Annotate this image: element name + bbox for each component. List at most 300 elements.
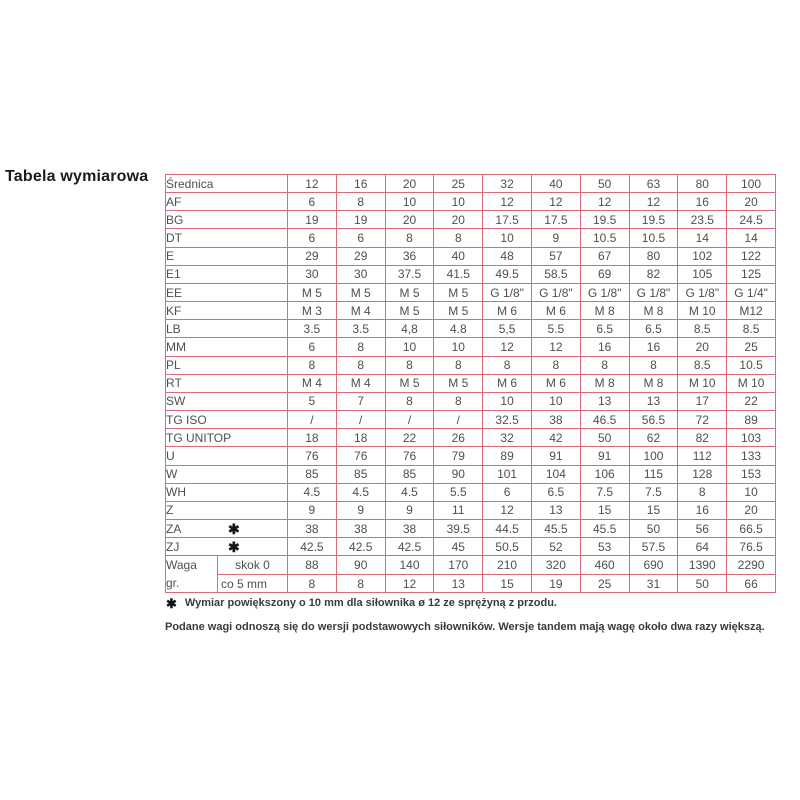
value-cell: 91 xyxy=(580,447,629,465)
value-cell: 17.5 xyxy=(483,211,532,229)
value-cell: 104 xyxy=(531,465,580,483)
row-label-cell xyxy=(166,447,288,465)
table-row xyxy=(166,193,776,211)
value-cell: 16 xyxy=(678,501,727,519)
value-cell: 13 xyxy=(580,392,629,410)
value-cell: 8.5 xyxy=(678,356,727,374)
value-cell: 16 xyxy=(629,338,678,356)
value-cell: 6.5 xyxy=(580,320,629,338)
value-cell: 12 xyxy=(483,501,532,519)
value-cell: 9 xyxy=(336,501,385,519)
value-cell: M 10 xyxy=(678,374,727,392)
row-label: ZJ xyxy=(166,539,180,554)
value-cell: 8 xyxy=(336,574,385,593)
value-cell: 50 xyxy=(580,429,629,447)
row-label-cell xyxy=(166,411,288,429)
row-label-cell xyxy=(166,283,288,301)
value-cell: 56 xyxy=(678,519,727,537)
value-cell: 39.5 xyxy=(434,519,483,537)
value-cell: M 5 xyxy=(385,302,434,320)
value-cell: 20 xyxy=(434,211,483,229)
row-label-cell xyxy=(166,392,288,410)
value-cell: 8 xyxy=(288,574,337,593)
value-cell: 112 xyxy=(678,447,727,465)
value-cell: / xyxy=(288,411,337,429)
value-cell: 15 xyxy=(629,501,678,519)
value-cell: M 4 xyxy=(336,302,385,320)
value-cell: 140 xyxy=(385,556,434,575)
value-cell: 91 xyxy=(531,447,580,465)
value-cell: 10 xyxy=(385,193,434,211)
row-label-cell xyxy=(166,302,288,320)
value-cell: M 5 xyxy=(434,374,483,392)
value-cell: 14 xyxy=(678,229,727,247)
value-cell: 19 xyxy=(531,574,580,593)
value-cell: 20 xyxy=(727,501,776,519)
header-diameter-cell: 80 xyxy=(678,175,727,193)
value-cell: 8.5 xyxy=(727,320,776,338)
value-cell: 90 xyxy=(434,465,483,483)
table-row xyxy=(166,447,776,465)
value-cell: 25 xyxy=(727,338,776,356)
stroke-label-cell: skok 0 xyxy=(218,556,288,575)
value-cell: M 10 xyxy=(727,374,776,392)
value-cell: M 3 xyxy=(288,302,337,320)
value-cell: 56.5 xyxy=(629,411,678,429)
table-row xyxy=(166,429,776,447)
value-cell: 8.5 xyxy=(678,320,727,338)
value-cell: 85 xyxy=(385,465,434,483)
table-row xyxy=(166,211,776,229)
table-row xyxy=(166,374,776,392)
value-cell: G 1/8" xyxy=(531,283,580,301)
value-cell: M 6 xyxy=(531,374,580,392)
value-cell: 4,8 xyxy=(385,320,434,338)
header-diameter-cell: 100 xyxy=(727,175,776,193)
value-cell: 15 xyxy=(483,574,532,593)
value-cell: 67 xyxy=(580,247,629,265)
value-cell: 3.5 xyxy=(288,320,337,338)
table-row xyxy=(166,501,776,519)
stroke-label-cell: co 5 mm xyxy=(218,574,288,593)
value-cell: 29 xyxy=(336,247,385,265)
value-cell: M 5 xyxy=(434,302,483,320)
value-cell: 20 xyxy=(385,211,434,229)
value-cell: M 6 xyxy=(483,302,532,320)
row-label: RT xyxy=(166,376,182,391)
weight-row xyxy=(166,556,776,575)
row-label: TG ISO xyxy=(166,412,207,427)
value-cell: 210 xyxy=(483,556,532,575)
value-cell: M 10 xyxy=(678,302,727,320)
value-cell: 76 xyxy=(385,447,434,465)
value-cell: 10.5 xyxy=(580,229,629,247)
value-cell: 36 xyxy=(385,247,434,265)
value-cell: 102 xyxy=(678,247,727,265)
value-cell: 8 xyxy=(336,356,385,374)
weight-group-cell xyxy=(166,556,218,593)
value-cell: 16 xyxy=(580,338,629,356)
value-cell: 125 xyxy=(727,265,776,283)
value-cell: 12 xyxy=(483,193,532,211)
value-cell: 8 xyxy=(483,356,532,374)
value-cell: 8 xyxy=(629,356,678,374)
value-cell: 89 xyxy=(727,411,776,429)
value-cell: 12 xyxy=(385,574,434,593)
value-cell: M 8 xyxy=(580,302,629,320)
value-cell: 10 xyxy=(434,193,483,211)
value-cell: 6.5 xyxy=(531,483,580,501)
header-diameter-cell: 32 xyxy=(483,175,532,193)
value-cell: 6 xyxy=(483,483,532,501)
row-label: Z xyxy=(166,503,174,518)
value-cell: 153 xyxy=(727,465,776,483)
table-header-row xyxy=(166,175,776,193)
row-label-cell xyxy=(166,247,288,265)
value-cell: 20 xyxy=(678,338,727,356)
value-cell: 13 xyxy=(531,501,580,519)
value-cell: 6 xyxy=(288,193,337,211)
table-row xyxy=(166,392,776,410)
value-cell: 53 xyxy=(580,538,629,556)
value-cell: 7.5 xyxy=(629,483,678,501)
value-cell: 17 xyxy=(678,392,727,410)
star-icon: ✱ xyxy=(228,538,240,555)
value-cell: 30 xyxy=(288,265,337,283)
value-cell: 4.5 xyxy=(385,483,434,501)
row-label: E1 xyxy=(166,267,181,282)
value-cell: 8 xyxy=(531,356,580,374)
value-cell: 19.5 xyxy=(629,211,678,229)
value-cell: 38 xyxy=(531,411,580,429)
value-cell: 49.5 xyxy=(483,265,532,283)
value-cell: 48 xyxy=(483,247,532,265)
row-label-cell xyxy=(166,211,288,229)
value-cell: 8 xyxy=(385,229,434,247)
value-cell: 7.5 xyxy=(580,483,629,501)
value-cell: 8 xyxy=(336,338,385,356)
value-cell: 8 xyxy=(288,356,337,374)
value-cell: 9 xyxy=(531,229,580,247)
value-cell: 19 xyxy=(336,211,385,229)
header-diameter-cell: 12 xyxy=(288,175,337,193)
value-cell: 42.5 xyxy=(385,538,434,556)
header-diameter-cell: 50 xyxy=(580,175,629,193)
row-label: LB xyxy=(166,321,181,336)
row-label: WH xyxy=(166,485,186,500)
row-label-cell xyxy=(166,483,288,501)
row-label: PL xyxy=(166,358,181,373)
value-cell: 6 xyxy=(288,338,337,356)
value-cell: 4.5 xyxy=(288,483,337,501)
value-cell: 37.5 xyxy=(385,265,434,283)
value-cell: M 4 xyxy=(336,374,385,392)
value-cell: 66 xyxy=(727,574,776,593)
value-cell: 44.5 xyxy=(483,519,532,537)
value-cell: G 1/8" xyxy=(678,283,727,301)
value-cell: M 5 xyxy=(434,283,483,301)
row-label: TG UNITOP xyxy=(166,430,232,445)
value-cell: M 5 xyxy=(385,374,434,392)
table-row xyxy=(166,483,776,501)
row-label: DT xyxy=(166,231,182,246)
value-cell: 32.5 xyxy=(483,411,532,429)
value-cell: 3.5 xyxy=(336,320,385,338)
value-cell: 122 xyxy=(727,247,776,265)
table-row xyxy=(166,338,776,356)
footnote-star-text: Wymiar powiększony o 10 mm dla siłownika ø 12 ze sprężyną z przodu. xyxy=(184,597,557,609)
value-cell: M 6 xyxy=(531,302,580,320)
row-label: KF xyxy=(166,303,182,318)
value-cell: 26 xyxy=(434,429,483,447)
value-cell: M 6 xyxy=(483,374,532,392)
weight-group-line1: Waga xyxy=(166,558,197,573)
value-cell: 10 xyxy=(483,229,532,247)
value-cell: 17.5 xyxy=(531,211,580,229)
value-cell: 40 xyxy=(434,247,483,265)
value-cell: 46.5 xyxy=(580,411,629,429)
value-cell: M 5 xyxy=(336,283,385,301)
value-cell: 76.5 xyxy=(727,538,776,556)
value-cell: 13 xyxy=(434,574,483,593)
value-cell: 5.5 xyxy=(531,320,580,338)
value-cell: 10 xyxy=(531,392,580,410)
value-cell: 8 xyxy=(434,356,483,374)
value-cell: 101 xyxy=(483,465,532,483)
value-cell: 19 xyxy=(288,211,337,229)
value-cell: 12 xyxy=(580,193,629,211)
value-cell: 8 xyxy=(434,229,483,247)
value-cell: 12 xyxy=(531,193,580,211)
value-cell: 8 xyxy=(336,193,385,211)
table-row xyxy=(166,465,776,483)
value-cell: 5 xyxy=(288,392,337,410)
value-cell: 8 xyxy=(385,356,434,374)
value-cell: 32 xyxy=(483,429,532,447)
value-cell: 42.5 xyxy=(336,538,385,556)
table-row xyxy=(166,320,776,338)
table-row xyxy=(166,247,776,265)
value-cell: 6 xyxy=(288,229,337,247)
value-cell: 52 xyxy=(531,538,580,556)
header-diameter-cell: 25 xyxy=(434,175,483,193)
value-cell: 18 xyxy=(336,429,385,447)
value-cell: 8 xyxy=(580,356,629,374)
value-cell: 4.8 xyxy=(434,320,483,338)
value-cell: 16 xyxy=(678,193,727,211)
value-cell: 18 xyxy=(288,429,337,447)
value-cell: 4.5 xyxy=(336,483,385,501)
footnote-weight-note: Podane wagi odnoszą się do wersji podstawowych siłowników. Wersje tandem mają wagę około dwa razy większą. xyxy=(165,621,765,633)
value-cell: G 1/8" xyxy=(483,283,532,301)
value-cell: 45 xyxy=(434,538,483,556)
value-cell: / xyxy=(434,411,483,429)
value-cell: 10.5 xyxy=(727,356,776,374)
table-row xyxy=(166,265,776,283)
value-cell: 58.5 xyxy=(531,265,580,283)
value-cell: 9 xyxy=(385,501,434,519)
value-cell: 19.5 xyxy=(580,211,629,229)
value-cell: 57 xyxy=(531,247,580,265)
value-cell: M 8 xyxy=(580,374,629,392)
value-cell: 82 xyxy=(678,429,727,447)
value-cell: 76 xyxy=(288,447,337,465)
value-cell: 64 xyxy=(678,538,727,556)
value-cell: G 1/8" xyxy=(629,283,678,301)
row-label-cell xyxy=(166,374,288,392)
value-cell: M 8 xyxy=(629,302,678,320)
row-label: EE xyxy=(166,285,183,300)
value-cell: 10 xyxy=(385,338,434,356)
header-diameter-cell: 20 xyxy=(385,175,434,193)
value-cell: 20 xyxy=(727,193,776,211)
row-label-cell xyxy=(166,501,288,519)
row-label-cell xyxy=(166,338,288,356)
value-cell: 6.5 xyxy=(629,320,678,338)
value-cell: G 1/8" xyxy=(580,283,629,301)
value-cell: 14 xyxy=(727,229,776,247)
row-label: BG xyxy=(166,212,184,227)
star-icon: ✱ xyxy=(166,596,177,611)
value-cell: 460 xyxy=(580,556,629,575)
value-cell: 66.5 xyxy=(727,519,776,537)
table-row xyxy=(166,538,776,556)
row-label-cell xyxy=(166,229,288,247)
table-row xyxy=(166,519,776,537)
value-cell: 10 xyxy=(434,338,483,356)
value-cell: 80 xyxy=(629,247,678,265)
row-label: MM xyxy=(166,339,186,354)
row-label: W xyxy=(166,467,178,482)
value-cell: 29 xyxy=(288,247,337,265)
row-label: U xyxy=(166,448,175,463)
header-label-cell: Średnica xyxy=(166,175,288,193)
value-cell: 22 xyxy=(385,429,434,447)
header-diameter-cell: 16 xyxy=(336,175,385,193)
table-row xyxy=(166,411,776,429)
value-cell: 72 xyxy=(678,411,727,429)
value-cell: / xyxy=(385,411,434,429)
value-cell: 76 xyxy=(336,447,385,465)
value-cell: 79 xyxy=(434,447,483,465)
value-cell: 105 xyxy=(678,265,727,283)
value-cell: 8 xyxy=(434,392,483,410)
value-cell: 106 xyxy=(580,465,629,483)
value-cell: 25 xyxy=(580,574,629,593)
value-cell: 42.5 xyxy=(288,538,337,556)
value-cell: 6 xyxy=(336,229,385,247)
value-cell: M 5 xyxy=(288,283,337,301)
value-cell: 85 xyxy=(336,465,385,483)
row-label-cell xyxy=(166,356,288,374)
value-cell: 8 xyxy=(385,392,434,410)
row-label: AF xyxy=(166,194,182,209)
row-label-cell xyxy=(166,193,288,211)
value-cell: 1390 xyxy=(678,556,727,575)
value-cell: 24.5 xyxy=(727,211,776,229)
table-row xyxy=(166,356,776,374)
row-label-cell xyxy=(166,320,288,338)
value-cell: 23.5 xyxy=(678,211,727,229)
value-cell: G 1/4" xyxy=(727,283,776,301)
value-cell: 45.5 xyxy=(580,519,629,537)
value-cell: 7 xyxy=(336,392,385,410)
value-cell: 50.5 xyxy=(483,538,532,556)
value-cell: 38 xyxy=(336,519,385,537)
value-cell: 89 xyxy=(483,447,532,465)
value-cell: 12 xyxy=(531,338,580,356)
row-label-cell xyxy=(166,265,288,283)
value-cell: / xyxy=(336,411,385,429)
value-cell: 15 xyxy=(580,501,629,519)
value-cell: 41.5 xyxy=(434,265,483,283)
value-cell: 11 xyxy=(434,501,483,519)
value-cell: 8 xyxy=(678,483,727,501)
value-cell: 69 xyxy=(580,265,629,283)
value-cell: 85 xyxy=(288,465,337,483)
value-cell: 30 xyxy=(336,265,385,283)
footnote-star-note xyxy=(166,597,557,610)
value-cell: M12 xyxy=(727,302,776,320)
row-label-cell xyxy=(166,538,288,556)
value-cell: 62 xyxy=(629,429,678,447)
value-cell: 5,5 xyxy=(483,320,532,338)
value-cell: 10 xyxy=(727,483,776,501)
value-cell: 10.5 xyxy=(629,229,678,247)
value-cell: M 4 xyxy=(288,374,337,392)
row-label: E xyxy=(166,249,175,264)
value-cell: 12 xyxy=(483,338,532,356)
value-cell: 13 xyxy=(629,392,678,410)
value-cell: 10 xyxy=(483,392,532,410)
value-cell: 115 xyxy=(629,465,678,483)
value-cell: 133 xyxy=(727,447,776,465)
weight-row xyxy=(166,574,776,593)
row-label-cell xyxy=(166,465,288,483)
row-label-cell xyxy=(166,519,288,537)
value-cell: 103 xyxy=(727,429,776,447)
value-cell: 9 xyxy=(288,501,337,519)
value-cell: 88 xyxy=(288,556,337,575)
star-icon: ✱ xyxy=(228,520,240,537)
table-row xyxy=(166,302,776,320)
value-cell: 170 xyxy=(434,556,483,575)
table-row xyxy=(166,283,776,301)
dimension-table xyxy=(165,174,776,593)
value-cell: 50 xyxy=(678,574,727,593)
row-label: ZA xyxy=(166,521,182,536)
value-cell: 42 xyxy=(531,429,580,447)
value-cell: 320 xyxy=(531,556,580,575)
row-label: SW xyxy=(166,394,186,409)
value-cell: 100 xyxy=(629,447,678,465)
value-cell: M 5 xyxy=(385,283,434,301)
value-cell: 2290 xyxy=(727,556,776,575)
value-cell: 22 xyxy=(727,392,776,410)
weight-group-line2: gr. xyxy=(166,576,180,591)
table-row xyxy=(166,229,776,247)
value-cell: M 8 xyxy=(629,374,678,392)
value-cell: 38 xyxy=(288,519,337,537)
page-title: Tabela wymiarowa xyxy=(5,168,149,185)
value-cell: 690 xyxy=(629,556,678,575)
row-label-cell xyxy=(166,429,288,447)
value-cell: 50 xyxy=(629,519,678,537)
dimension-table-body xyxy=(166,175,776,593)
header-diameter-cell: 40 xyxy=(531,175,580,193)
value-cell: 82 xyxy=(629,265,678,283)
value-cell: 31 xyxy=(629,574,678,593)
